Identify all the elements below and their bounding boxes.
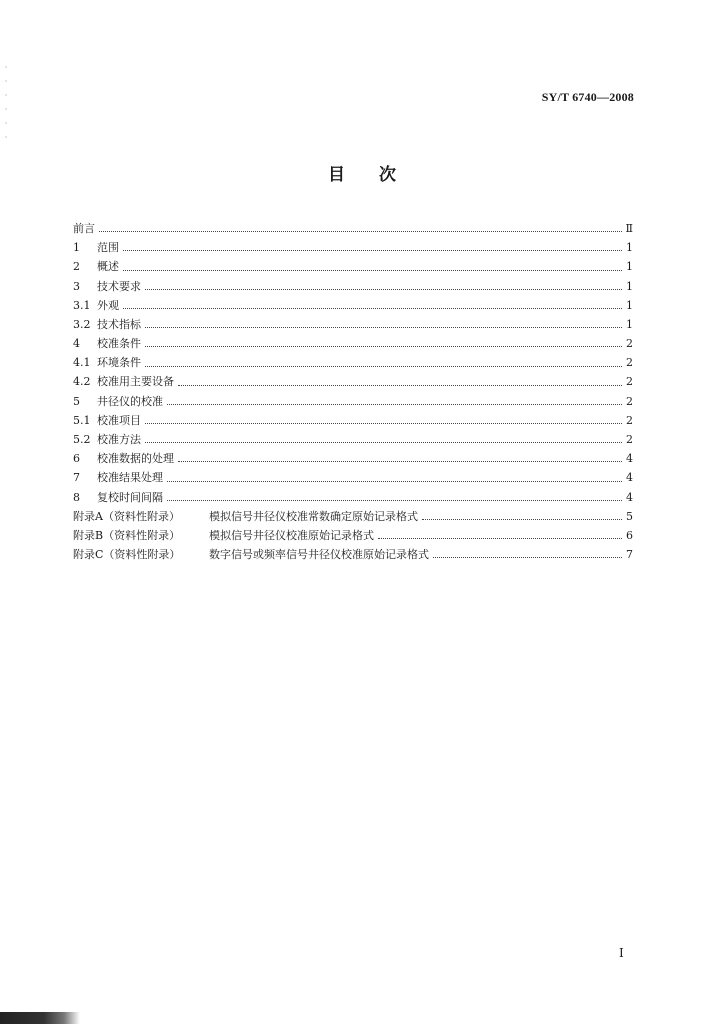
toc-entry-page: 7 [626, 548, 633, 562]
toc-entry-label: 技术指标 [97, 317, 141, 331]
table-of-contents [73, 219, 633, 564]
toc-entry-label: 校准方法 [97, 433, 141, 447]
toc-entry-number: 6 [73, 452, 80, 466]
toc-leader-dots [145, 365, 622, 367]
toc-leader-dots [422, 518, 622, 520]
toc-entry-number: 4 [73, 337, 80, 351]
toc-leader-dots [145, 422, 622, 424]
scan-artifact [0, 1012, 80, 1024]
page-number: I [619, 946, 624, 960]
toc-leader-dots [167, 480, 622, 482]
toc-entry-calibration-method[interactable] [73, 430, 633, 449]
toc-entry-recalibration-interval[interactable] [73, 488, 633, 507]
toc-entry-label: 校准条件 [97, 337, 141, 351]
toc-entry-number: 3 [73, 279, 80, 293]
toc-annex-designation: 附录B（资料性附录） [73, 528, 181, 542]
toc-entry-number: 5 [73, 394, 80, 408]
toc-entry-number: 4.1 [73, 356, 91, 370]
document-code: SY/T 6740—2008 [541, 90, 634, 104]
toc-entry-caliper-calibration[interactable] [73, 392, 633, 411]
toc-entry-label: 校准项目 [97, 413, 141, 427]
toc-entry-page: 1 [626, 260, 633, 274]
toc-entry-calibration-conditions[interactable] [73, 334, 633, 353]
toc-leader-dots [145, 345, 622, 347]
toc-entry-label: 校准数据的处理 [97, 452, 174, 466]
toc-leader-dots [167, 403, 622, 405]
toc-entry-label: 技术要求 [97, 279, 141, 293]
toc-leader-dots [433, 556, 622, 558]
toc-leader-dots [123, 249, 622, 251]
toc-leader-dots [145, 441, 622, 443]
toc-leader-dots [123, 307, 622, 309]
toc-entry-label: 校准用主要设备 [97, 375, 174, 389]
toc-entry-number: 3.2 [73, 317, 91, 331]
toc-entry-label: 外观 [97, 298, 119, 312]
toc-annex-title: 模拟信号井径仪校准原始记录格式 [209, 528, 374, 542]
toc-entry-label [73, 507, 418, 526]
toc-entry-page: 4 [626, 490, 633, 504]
toc-entry-annex-b[interactable] [73, 526, 633, 545]
toc-entry-number: 4.2 [73, 375, 91, 389]
toc-entry-page: 4 [626, 452, 633, 466]
toc-entry-scope[interactable] [73, 238, 633, 257]
toc-entry-technical-specs[interactable] [73, 315, 633, 334]
toc-entry-number: 1 [73, 241, 80, 255]
toc-entry-page: 6 [626, 528, 633, 542]
toc-entry-result-handling[interactable] [73, 468, 633, 487]
toc-entry-page: 2 [626, 356, 633, 370]
toc-entry-appearance[interactable] [73, 296, 633, 315]
toc-title [0, 160, 724, 185]
toc-entry-number: 2 [73, 260, 80, 274]
toc-leader-dots [145, 288, 622, 290]
toc-entry-number: 3.1 [73, 298, 91, 312]
toc-entry-page: 2 [626, 433, 633, 447]
toc-entry-label: 井径仪的校准 [97, 394, 163, 408]
toc-entry-page: 2 [626, 413, 633, 427]
toc-leader-dots [167, 499, 622, 501]
toc-entry-data-processing[interactable] [73, 449, 633, 468]
toc-entry-number: 5.1 [73, 413, 91, 427]
toc-entry-page: 2 [626, 375, 633, 389]
toc-leader-dots [378, 537, 622, 539]
scan-artifact [4, 60, 8, 140]
toc-entry-label: 校准结果处理 [97, 471, 163, 485]
toc-entry-page: 1 [626, 279, 633, 293]
toc-entry-label: 复校时间间隔 [97, 490, 163, 504]
toc-entry-number: 7 [73, 471, 80, 485]
toc-entry-page: 1 [626, 241, 633, 255]
toc-title-char-1: 目 [328, 165, 345, 185]
toc-entry-technical-requirements[interactable] [73, 277, 633, 296]
toc-leader-dots [99, 230, 622, 232]
toc-entry-label: 前言 [73, 221, 95, 235]
toc-title-char-2: 次 [379, 165, 396, 185]
toc-entry-number: 5.2 [73, 433, 91, 447]
toc-entry-overview[interactable] [73, 257, 633, 276]
toc-entry-label [73, 526, 374, 545]
toc-entry-page: 2 [626, 337, 633, 351]
toc-entry-page: 4 [626, 471, 633, 485]
toc-leader-dots [178, 384, 622, 386]
toc-entry-main-equipment[interactable] [73, 373, 633, 392]
toc-entry-calibration-items[interactable] [73, 411, 633, 430]
toc-entry-label: 范围 [97, 241, 119, 255]
toc-leader-dots [145, 326, 622, 328]
toc-leader-dots [123, 269, 622, 271]
toc-annex-title: 数字信号或频率信号井径仪校准原始记录格式 [209, 548, 429, 562]
toc-entry-page: 5 [626, 509, 633, 523]
toc-entry-page: 1 [626, 298, 633, 312]
toc-annex-designation: 附录C（资料性附录） [73, 548, 181, 562]
toc-entry-label: 概述 [97, 260, 119, 274]
toc-entry-page: 1 [626, 317, 633, 331]
toc-annex-title: 模拟信号井径仪校准常数确定原始记录格式 [209, 509, 418, 523]
toc-entry-annex-c[interactable] [73, 545, 633, 564]
toc-entry-label [73, 545, 429, 564]
toc-annex-designation: 附录A（资料性附录） [73, 509, 180, 523]
toc-entry-page: Ⅱ [625, 221, 633, 235]
toc-entry-page: 2 [626, 394, 633, 408]
toc-entry-annex-a[interactable] [73, 507, 633, 526]
toc-leader-dots [178, 460, 622, 462]
toc-entry-number: 8 [73, 490, 80, 504]
toc-entry-label: 环境条件 [97, 356, 141, 370]
toc-entry-preface[interactable] [73, 219, 633, 238]
toc-entry-environment-conditions[interactable] [73, 353, 633, 372]
